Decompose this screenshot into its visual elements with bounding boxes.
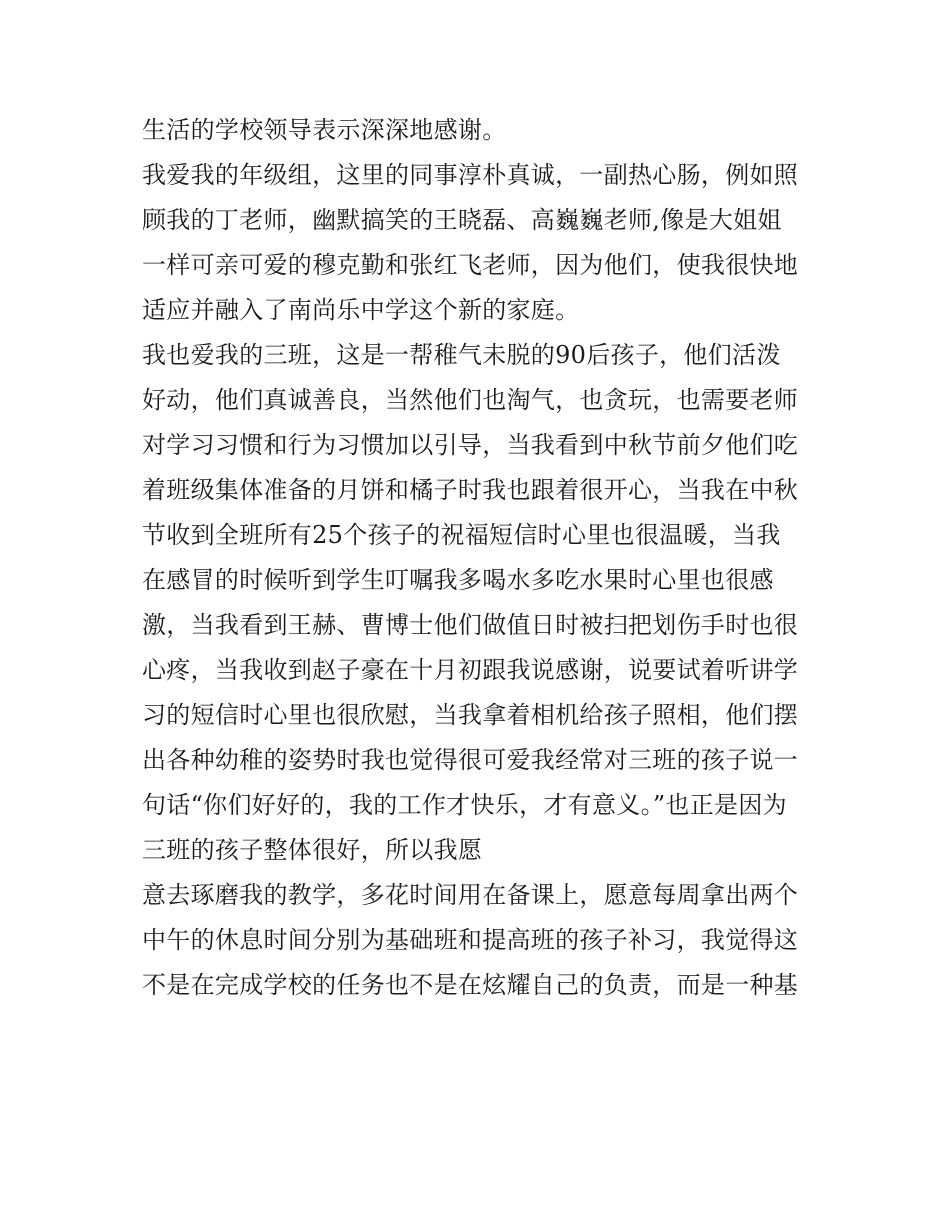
text-line: 适应并融入了南尚乐中学这个新的家庭。: [142, 296, 580, 324]
text-line: 三班的孩子整体很好，所以我愿: [142, 836, 483, 864]
text-line: 心疼，当我收到赵子豪在十月初跟我说感谢，说要试着听讲学: [142, 656, 799, 684]
document-body: [142, 108, 822, 1008]
text-line: 意去琢磨我的教学，多花时间用在备课上，愿意每周拿出两个: [142, 881, 799, 909]
text-line: 节收到全班所有25个孩子的祝福短信时心里也很温暖，当我: [142, 521, 781, 549]
text-line: 对学习习惯和行为习惯加以引导，当我看到中秋节前夕他们吃: [142, 431, 799, 459]
text-line: 着班级集体准备的月饼和橘子时我也跟着很开心，当我在中秋: [142, 476, 799, 504]
text-line: 好动，他们真诚善良，当然他们也淘气，也贪玩，也需要老师: [142, 386, 799, 414]
text-line: 出各种幼稚的姿势时我也觉得很可爱我经常对三班的孩子说一: [142, 746, 799, 774]
text-line: 我也爱我的三班，这是一帮稚气未脱的90后孩子，他们活泼: [142, 341, 781, 369]
text-line: 句话“你们好好的，我的工作才快乐，才有意义。”也正是因为: [142, 791, 787, 819]
text-line: 激，当我看到王赫、曹博士他们做值日时被扫把划伤手时也很: [142, 611, 799, 639]
text-line: 习的短信时心里也很欣慰，当我拿着相机给孩子照相，他们摆: [142, 701, 799, 729]
text-line: 在感冒的时候听到学生叮嘱我多喝水多吃水果时心里也很感: [142, 566, 774, 594]
text-line: 不是在完成学校的任务也不是在炫耀自己的负责，而是一种基: [142, 971, 799, 999]
text-line: 我爱我的年级组，这里的同事淳朴真诚，一副热心肠，例如照: [142, 161, 799, 189]
text-line: 中午的休息时间分别为基础班和提高班的孩子补习，我觉得这: [142, 926, 799, 954]
text-line: 一样可亲可爱的穆克勤和张红飞老师，因为他们，使我很快地: [142, 251, 799, 279]
text-line: 生活的学校领导表示深深地感谢。: [142, 116, 507, 144]
text-line: 顾我的丁老师，幽默搞笑的王晓磊、高巍巍老师,像是大姐姐: [142, 206, 782, 234]
